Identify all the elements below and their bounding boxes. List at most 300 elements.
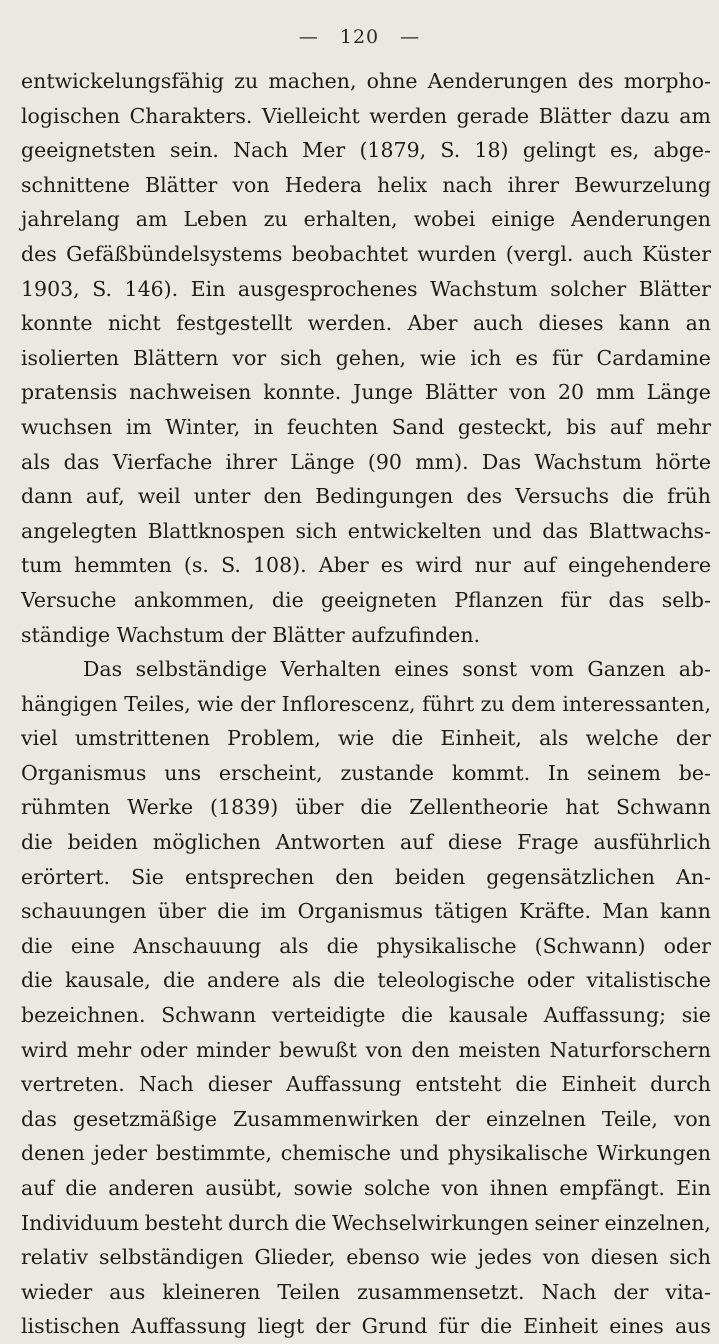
word: die — [391, 726, 424, 751]
word: Frage — [517, 830, 579, 855]
word: hemmten — [74, 553, 172, 578]
word: für — [560, 587, 592, 612]
text-line — [21, 306, 711, 341]
word: zu — [263, 207, 288, 232]
word: Werke — [127, 795, 194, 820]
word: von — [441, 1176, 479, 1200]
word: tätigen — [434, 899, 508, 924]
word: einzelnen — [486, 1106, 586, 1131]
word: viel — [21, 726, 58, 751]
word: am — [679, 103, 711, 128]
word: Blätter — [538, 103, 611, 128]
word: relativ — [21, 1245, 89, 1270]
word: seinem — [586, 760, 661, 785]
word: helix — [377, 172, 428, 197]
word: listischen — [21, 1314, 120, 1339]
word: physikalische — [447, 1141, 588, 1166]
word: Sie — [131, 864, 164, 889]
word: uns — [164, 760, 202, 785]
word: auch — [582, 241, 633, 266]
word: beobachtet — [291, 241, 409, 266]
word: feuchten — [287, 414, 379, 439]
word: Inflorescenz, — [281, 691, 416, 716]
text-line — [21, 237, 711, 272]
word: oder — [526, 968, 575, 993]
word: kann — [659, 899, 711, 924]
word: im — [125, 414, 152, 439]
word: beiden — [394, 864, 466, 889]
word: Nach — [233, 138, 289, 163]
word: ausführlich — [593, 830, 711, 855]
word: Nach — [138, 1072, 194, 1097]
word: Blattwachs- — [588, 518, 711, 543]
text-line — [21, 1033, 711, 1068]
word: Blätter — [145, 172, 218, 197]
word: des — [577, 69, 614, 93]
word: Wechselwirkungen — [332, 1210, 529, 1235]
word: früh — [667, 484, 711, 509]
word: die — [294, 1210, 327, 1235]
word: von — [508, 380, 547, 405]
word: wurden — [417, 241, 497, 266]
word: dazu — [620, 103, 670, 128]
word: dem — [511, 691, 556, 716]
word: auf, — [85, 484, 125, 509]
word: konnte — [21, 311, 93, 336]
word: Individuum — [21, 1210, 140, 1235]
word: werden — [369, 103, 448, 128]
word: sein. — [169, 138, 219, 163]
word: die — [333, 968, 366, 993]
word: kann — [619, 311, 671, 336]
word: Ganzen — [587, 657, 666, 682]
word: Länge — [646, 380, 711, 405]
word: der — [315, 1314, 351, 1339]
word: oder — [139, 1037, 188, 1062]
word: eingehendere — [568, 553, 711, 578]
word: Schwann — [616, 795, 711, 820]
word: dieses — [538, 311, 604, 336]
word: des — [21, 241, 57, 266]
word: eines — [609, 1314, 664, 1339]
text-line — [21, 445, 711, 480]
word: ausgesprochenes — [237, 276, 418, 301]
word: wie — [197, 691, 234, 716]
word: 18) — [474, 138, 509, 163]
word: Pflanzen — [454, 587, 544, 612]
text-line — [21, 583, 711, 618]
word: und — [399, 1141, 440, 1166]
word: besteht — [144, 1210, 223, 1235]
word: bestimmte, — [155, 1141, 273, 1166]
text-line — [21, 1309, 711, 1344]
word: kausale — [448, 1003, 528, 1028]
word: kleineren — [162, 1279, 261, 1304]
word: sich — [280, 345, 322, 370]
word: (1839) — [210, 795, 279, 820]
text-line — [21, 756, 711, 791]
word: selbständige — [135, 657, 268, 682]
word: Blattknospen — [147, 518, 285, 543]
word: die — [163, 968, 195, 993]
word: erscheint, — [218, 760, 323, 785]
word: Verhalten — [280, 657, 381, 682]
word: mehr — [656, 414, 711, 439]
word: nachweisen — [129, 380, 252, 405]
word: (s. — [183, 553, 209, 578]
word: Leben — [183, 207, 248, 232]
header-dash-right: — — [400, 26, 421, 48]
word: Ein — [676, 1176, 711, 1200]
word: ausübt, — [205, 1176, 283, 1200]
word: be- — [678, 760, 711, 785]
word: teleologische — [377, 968, 515, 993]
word: interessanten, — [562, 691, 711, 716]
word: bezeichnen. — [21, 1003, 146, 1028]
word: Küster — [642, 241, 711, 266]
word: Organismus — [297, 899, 423, 924]
word: Man — [602, 899, 649, 924]
word: 1903, — [21, 276, 80, 301]
word: als — [291, 968, 322, 993]
word: sonst — [462, 657, 518, 682]
word: Aber — [407, 311, 458, 336]
word: es — [515, 345, 539, 370]
word: ohne — [366, 69, 418, 93]
word: wuchsen — [21, 414, 113, 439]
word: für — [438, 1314, 470, 1339]
word: 20 — [557, 380, 585, 405]
word: Versuche — [21, 587, 117, 612]
word: erhalten, — [303, 207, 398, 232]
word: werden. — [307, 311, 393, 336]
word: ab- — [678, 657, 711, 682]
word: welche — [585, 726, 659, 751]
word: gesteckt, — [457, 414, 553, 439]
word: wobei — [413, 207, 476, 232]
word: über — [157, 899, 207, 924]
text-line — [21, 341, 711, 376]
word: (vergl. — [505, 241, 574, 266]
word: sowie — [293, 1176, 353, 1200]
text-line — [21, 410, 711, 445]
word: den — [411, 1037, 450, 1062]
word: den — [263, 484, 302, 509]
word: denen — [21, 1141, 85, 1166]
word: auch — [472, 311, 524, 336]
word: Blätter — [638, 276, 711, 301]
word: Bedingungen — [315, 484, 454, 509]
word: ankommen, — [133, 587, 255, 612]
word: Einheit — [523, 1314, 599, 1339]
word: liegt — [257, 1314, 305, 1339]
text-line — [21, 652, 711, 687]
word: pratensis — [21, 380, 118, 405]
text-line — [21, 1240, 711, 1275]
word: gerade — [456, 103, 530, 128]
word: anderen — [108, 1176, 195, 1200]
word: die — [21, 968, 53, 993]
word: Einheit, — [440, 726, 522, 751]
word: In — [547, 760, 570, 785]
word: umstrittenen — [75, 726, 210, 751]
word: selb- — [661, 587, 711, 612]
word: gelingt — [522, 138, 596, 163]
word: wie — [338, 726, 375, 751]
word: Vielleicht — [261, 103, 360, 128]
word: mm — [595, 380, 635, 405]
word: die — [326, 933, 359, 958]
word: von — [673, 1106, 711, 1131]
word: Länge — [290, 449, 355, 474]
word: wird — [21, 1037, 69, 1062]
word: Wachstum — [430, 276, 538, 301]
word: geeignetsten — [21, 138, 156, 163]
word: die — [217, 899, 250, 924]
word: bewußt — [278, 1037, 357, 1062]
word: ebenso — [346, 1245, 420, 1270]
word: Wirkungen — [596, 1141, 711, 1166]
word: mehr — [76, 1037, 132, 1062]
word: tum — [21, 553, 62, 578]
word: Teiles, — [124, 691, 191, 716]
word: weil — [137, 484, 181, 509]
word: das — [608, 587, 645, 612]
word: S. — [92, 276, 113, 301]
word: über — [295, 795, 344, 820]
word: aus — [109, 1279, 146, 1304]
word: nur — [474, 553, 511, 578]
word: empfängt. — [559, 1176, 665, 1200]
word: Organismus — [21, 760, 147, 785]
word: gesetzmäßige — [72, 1106, 217, 1131]
word: entsprechen — [184, 864, 315, 889]
word: des — [466, 484, 503, 509]
word: 146). — [124, 276, 179, 301]
word: Cardamine — [596, 345, 711, 370]
word: Teile, — [601, 1106, 658, 1131]
word: gehen, — [335, 345, 407, 370]
word: meisten — [458, 1037, 541, 1062]
word: aufzufinden. — [351, 622, 481, 647]
text-line — [21, 1067, 711, 1102]
word: Auffassung — [286, 1072, 402, 1097]
word: Auffassung; — [543, 1003, 666, 1028]
word: Das — [83, 657, 123, 682]
text-line — [21, 929, 711, 964]
word: rühmten — [21, 795, 111, 820]
word: Bewurzelung — [574, 172, 711, 197]
word: Glieder, — [254, 1245, 336, 1270]
word: chemische — [280, 1141, 391, 1166]
word: Hedera — [284, 172, 363, 197]
word: sie — [681, 1003, 711, 1028]
text-line — [21, 963, 711, 998]
word: wird — [415, 553, 463, 578]
word: dieser — [207, 1072, 272, 1097]
word: als — [539, 726, 569, 751]
word: Mer — [302, 138, 346, 163]
word: Aenderungen — [427, 69, 568, 93]
word: führt — [422, 691, 475, 716]
word: Charakters. — [129, 103, 253, 128]
text-line — [21, 790, 711, 825]
word: nach — [442, 172, 493, 197]
word: das — [21, 1106, 57, 1131]
word: für — [551, 345, 583, 370]
word: isolierten — [21, 345, 120, 370]
word: die — [360, 795, 393, 820]
word: die — [480, 1314, 513, 1339]
text-line — [21, 1136, 711, 1171]
word: (90 — [367, 449, 402, 474]
word: hängigen — [21, 691, 118, 716]
word: sich — [295, 518, 338, 543]
word: gegensätzlichen — [486, 864, 655, 889]
word: vom — [530, 657, 574, 682]
word: der — [613, 1279, 649, 1304]
word: Zusammenwirken — [232, 1106, 419, 1131]
word: Blätter — [424, 380, 498, 405]
word: ihnen — [489, 1176, 549, 1200]
word: Naturforschern — [549, 1037, 711, 1062]
word: S. — [440, 138, 461, 163]
text-line — [21, 618, 711, 653]
word: Auffassung — [131, 1314, 247, 1339]
word: auf — [399, 830, 433, 855]
word: Kräfte. — [519, 899, 592, 924]
word: schnittene — [21, 172, 130, 197]
word: jahrelang — [21, 207, 120, 232]
text-line — [21, 998, 711, 1033]
word: Ein — [190, 276, 226, 301]
word: ständige — [21, 622, 111, 647]
word: wie — [420, 345, 457, 370]
word: Blättern — [132, 345, 219, 370]
word: mm). — [415, 449, 469, 474]
word: vita- — [665, 1279, 711, 1304]
word: Versuchs — [515, 484, 610, 509]
text-line — [21, 168, 711, 203]
word: kausale, — [65, 968, 151, 993]
text-line — [21, 479, 711, 514]
word: es — [380, 553, 404, 578]
word: verteidigte — [271, 1003, 386, 1028]
word: minder — [196, 1037, 271, 1062]
word: vertreten. — [21, 1072, 125, 1097]
text-line — [21, 1102, 711, 1137]
text-line — [21, 687, 711, 722]
word: erörtert. — [21, 864, 110, 889]
word: machen, — [268, 69, 357, 93]
word: Blätter — [272, 622, 345, 647]
text-line — [21, 64, 711, 99]
word: durch — [228, 1210, 289, 1235]
word: hat — [565, 795, 600, 820]
word: das — [63, 449, 100, 474]
word: jeder — [93, 1141, 148, 1166]
word: es, — [610, 138, 640, 163]
word: Junge — [353, 380, 414, 405]
word: wieder — [21, 1279, 93, 1304]
word: Aenderungen — [570, 207, 711, 232]
word: abge- — [653, 138, 711, 163]
word: der — [675, 726, 711, 751]
text-line — [21, 202, 711, 237]
word: entwickelungsfähig — [21, 69, 225, 93]
word: im — [260, 899, 287, 924]
word: Das — [481, 449, 522, 474]
word: diese — [447, 830, 503, 855]
word: An- — [676, 864, 711, 889]
word: die — [622, 484, 655, 509]
word: entwickelten — [347, 518, 482, 543]
word: die — [21, 933, 53, 958]
word: geeigneten — [321, 587, 438, 612]
word: ihrer — [507, 172, 560, 197]
word: unter — [193, 484, 251, 509]
word: nicht — [108, 311, 161, 336]
word: auf — [609, 414, 643, 439]
word: zu — [480, 691, 505, 716]
word: seiner — [534, 1210, 599, 1235]
word: eine — [70, 933, 115, 958]
word: logischen — [21, 103, 121, 128]
word: möglichen — [152, 830, 261, 855]
word: vor — [232, 345, 267, 370]
word: die — [271, 587, 304, 612]
word: solche — [363, 1176, 431, 1200]
text-line — [21, 894, 711, 929]
text-line — [21, 514, 711, 549]
word: jedes — [477, 1245, 532, 1270]
word: andere — [207, 968, 280, 993]
word: Grund — [361, 1314, 428, 1339]
text-line — [21, 1275, 711, 1310]
word: der — [230, 622, 266, 647]
word: Anschauung — [132, 933, 262, 958]
word: die — [401, 1003, 433, 1028]
word: wie — [430, 1245, 467, 1270]
word: am — [135, 207, 168, 232]
word: Schwann — [161, 1003, 257, 1028]
word: zustande — [340, 760, 434, 785]
word: hörte — [655, 449, 711, 474]
text-line — [21, 825, 711, 860]
word: auf — [21, 1176, 55, 1200]
word: beiden — [67, 830, 138, 855]
word: vitalistische — [586, 968, 711, 993]
word: S. — [221, 553, 241, 578]
word: Wachstum — [116, 622, 225, 647]
word: (1879, — [359, 138, 427, 163]
word: Winter, — [165, 414, 241, 439]
word: der — [434, 1106, 471, 1131]
word: Antworten — [275, 830, 386, 855]
page-header — [0, 24, 719, 64]
word: entsteht — [415, 1072, 502, 1097]
word: das — [542, 518, 579, 543]
word: zu — [234, 69, 259, 93]
body-text — [0, 64, 719, 1344]
word: auf — [522, 553, 556, 578]
word: morpho- — [623, 69, 711, 93]
word: festgestellt — [176, 311, 293, 336]
word: angelegten — [21, 518, 138, 543]
word: ihrer — [225, 449, 278, 474]
word: konnte. — [263, 380, 342, 405]
text-line — [21, 1206, 711, 1241]
